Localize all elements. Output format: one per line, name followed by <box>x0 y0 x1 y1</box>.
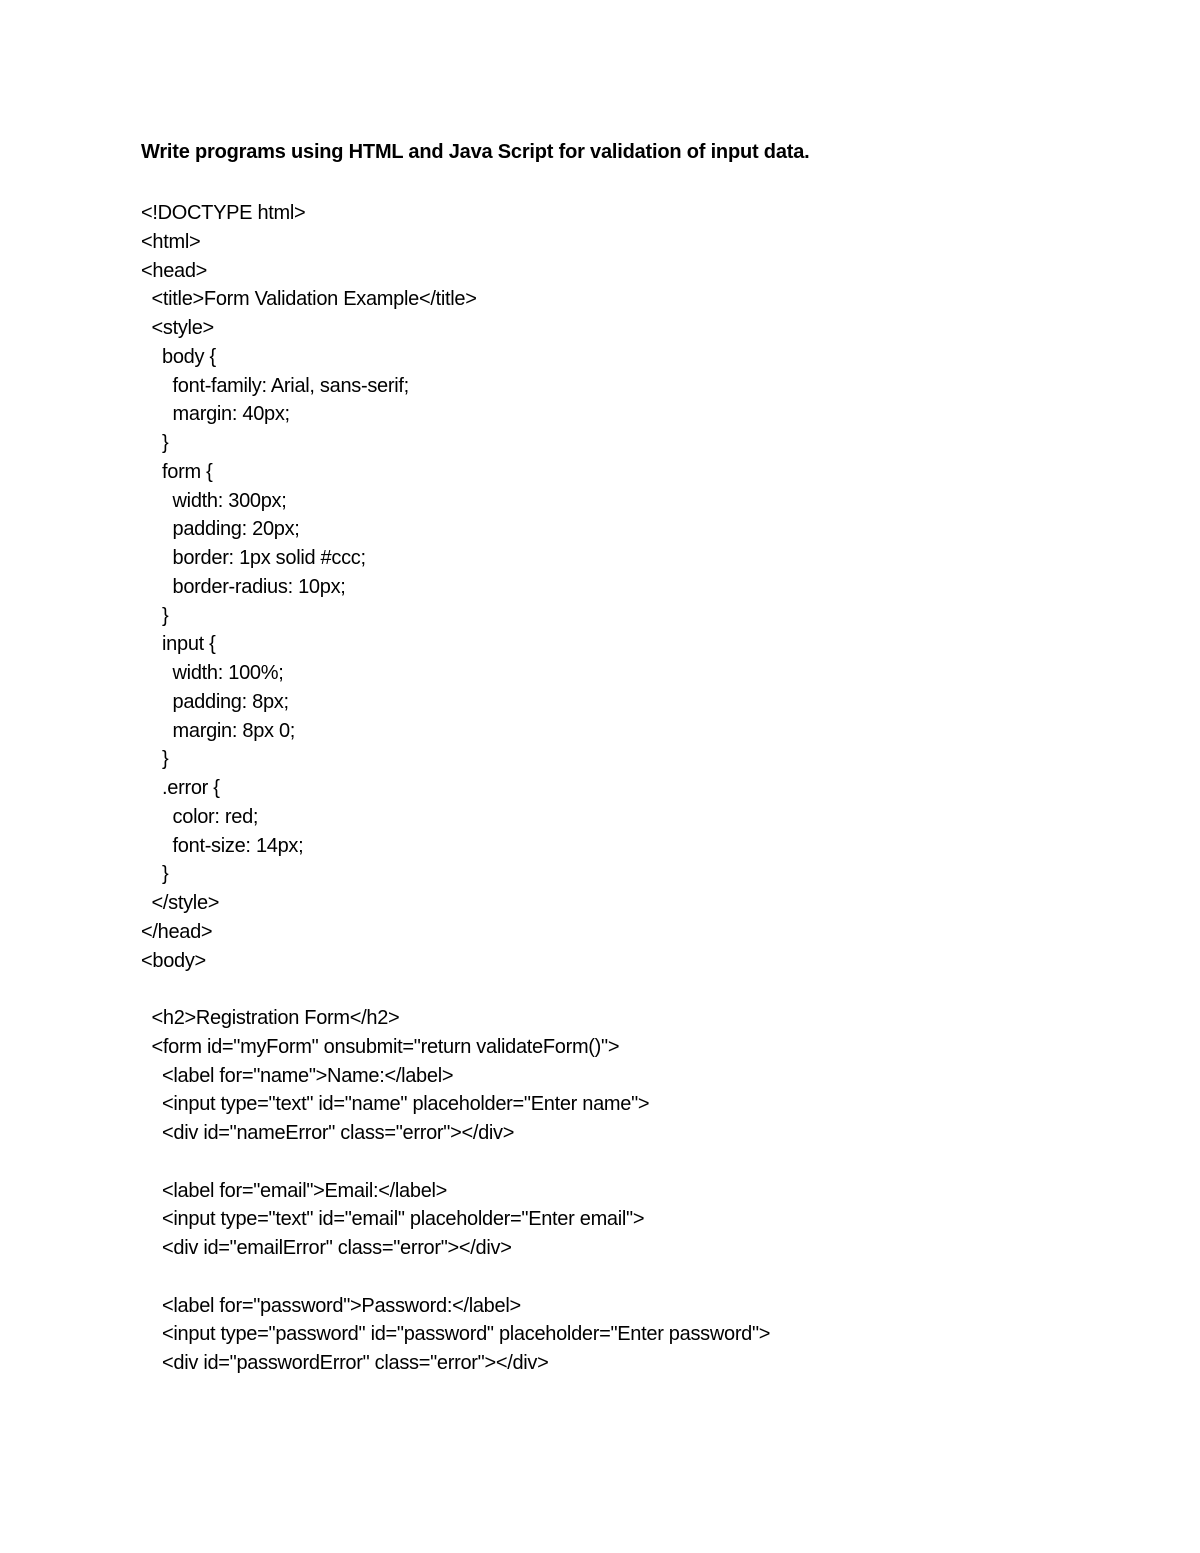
code-line: border: 1px solid #ccc; <box>141 547 366 569</box>
document-heading: Write programs using HTML and Java Script for validation of input data. <box>141 141 810 163</box>
code-listing <box>141 199 1141 1378</box>
code-line: <input type="text" id="name" placeholder="Enter name"> <box>141 1093 650 1116</box>
code-line: <style> <box>141 317 214 339</box>
code-line: .error { <box>141 777 220 799</box>
code-line: font-family: Arial, sans-serif; <box>141 374 409 397</box>
blank-line <box>141 1263 1141 1292</box>
code-line: color: red; <box>141 805 259 828</box>
code-line: input { <box>141 633 216 656</box>
code-line: <div id="nameError" class="error"></div> <box>141 1122 515 1144</box>
code-line: margin: 8px 0; <box>141 719 296 742</box>
code-line: <div id="emailError" class="error"></div> <box>141 1237 512 1259</box>
code-line: form { <box>141 460 213 483</box>
code-line: } <box>141 604 169 627</box>
code-line: width: 100%; <box>141 662 284 684</box>
code-line: margin: 40px; <box>141 403 290 426</box>
code-line: font-size: 14px; <box>141 834 304 857</box>
code-line: <html> <box>141 230 201 253</box>
code-line: } <box>141 863 169 886</box>
code-line: <input type="password" id="password" placeholder="Enter password"> <box>141 1323 771 1346</box>
code-line: <head> <box>141 259 208 282</box>
code-line: </head> <box>141 920 213 943</box>
code-line: <label for="password">Password:</label> <box>141 1294 521 1317</box>
blank-line <box>141 1148 1141 1177</box>
code-line: <title>Form Validation Example</title> <box>141 288 477 311</box>
code-line: body { <box>141 345 216 368</box>
code-line: <h2>Registration Form</h2> <box>141 1007 400 1029</box>
code-line: <!DOCTYPE html> <box>141 202 306 224</box>
code-line: padding: 8px; <box>141 690 289 713</box>
code-line: } <box>141 432 169 454</box>
code-line: <label for="name">Name:</label> <box>141 1064 454 1087</box>
blank-line <box>141 975 1141 1004</box>
code-line: <body> <box>141 949 206 972</box>
code-line: <form id="myForm" onsubmit="return validateForm()"> <box>141 1035 620 1058</box>
code-line: </style> <box>141 892 220 914</box>
code-line: <label for="email">Email:</label> <box>141 1179 448 1202</box>
code-line: width: 300px; <box>141 489 287 512</box>
code-line: } <box>141 748 169 771</box>
code-line: <input type="text" id="email" placeholder="Enter email"> <box>141 1208 645 1231</box>
code-line: border-radius: 10px; <box>141 575 346 598</box>
code-line: padding: 20px; <box>141 518 300 541</box>
code-line: <div id="passwordError" class="error"></div> <box>141 1352 549 1374</box>
